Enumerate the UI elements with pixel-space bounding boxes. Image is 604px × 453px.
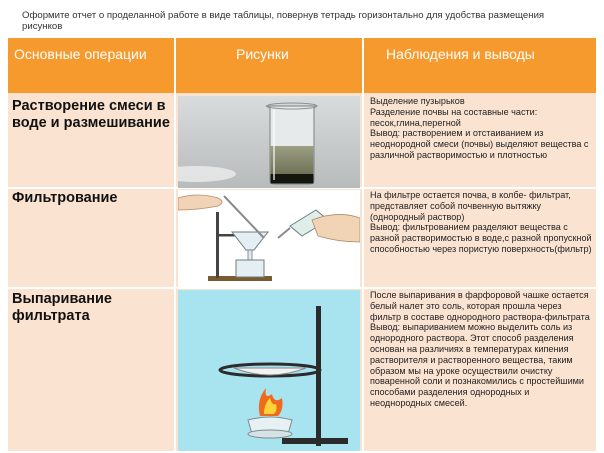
row-divider [8, 287, 596, 289]
observation-text: Выделение пузырьков Разделение почвы на составные части: песок,глина,перегной Вывод: растворением и отстаиванием из неоднородной смеси (почвы) выделяют вещества с различной растворимостью и плотностью [370, 96, 589, 160]
observation-text: После выпаривания в фарфоровой чашке остается белый налет это соль, которая прошла через фильтр в составе однородного раствора-фильтрата Вывод: выпариванием можно выделить соль из однородного раствора. Этот способ разделения основан на различиях в температурах кипения растворителя и растворенного вещества, таким образом мы на уроке осуществили очистку поваренной соли и познакомились с простейшими способами разделения однородных и неоднородных смесей. [370, 290, 590, 408]
operation-filtration: Фильтрование [12, 190, 118, 206]
instruction-text: Оформите отчет о проделанной работе в виде таблицы, повернув тетрадь горизонтально для удобства размещения рисунков [22, 10, 545, 32]
header-observations-label: Наблюдения и выводы [386, 46, 535, 62]
column-divider [174, 38, 176, 451]
observation-evaporation [370, 290, 592, 409]
column-divider [362, 38, 364, 451]
header-operations [8, 38, 174, 93]
report-table [8, 38, 596, 451]
operation-evaporation: Выпаривание фильтрата [12, 291, 112, 324]
header-observations [364, 38, 596, 93]
observation-filtration [370, 190, 592, 255]
header-images-label: Рисунки [236, 46, 289, 62]
header-operations-label: Основные операции [14, 46, 147, 62]
header-images [176, 38, 362, 93]
evaporation-image [178, 290, 360, 451]
filtration-image [178, 190, 360, 287]
observation-dissolution [370, 96, 592, 161]
operation-dissolution: Растворение смеси в воде и размешивание [12, 98, 170, 131]
observation-text: На фильтре остается почва, в колбе- фильтрат, представляет собой почвенную вытяжку (однородный раствор) Вывод: фильтрованием разделяют вещества с разной растворимостью в воде,с разной пропускной способностью через пористую поверхность(фильтр) [370, 190, 592, 254]
beaker-image [178, 96, 360, 188]
